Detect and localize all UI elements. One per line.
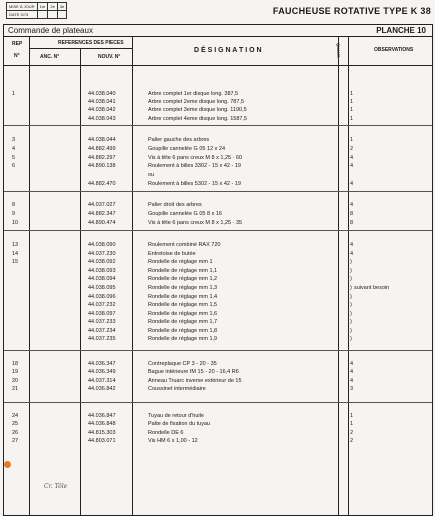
row-quantity: ) [350,259,352,265]
row-quantity: 4 [350,181,354,187]
row-designation: Rondelle DE 6 [148,430,184,436]
update-col-2: 2e [48,3,57,11]
date-value: 3/73 [20,12,29,17]
plate-number: PLANCHE 10 [376,26,426,35]
row-quantity: 8 [350,211,354,217]
section-title: Commande de plateaux [8,26,93,35]
row-quantity: 1 [350,421,354,427]
row-part-number: 44.038.097 [88,311,116,317]
row-rep: 3 [12,137,16,143]
row-quantity: 3 [350,386,354,392]
row-quantity: 4 [350,361,354,367]
row-designation: Rondelle de réglage mm 1 [148,259,213,265]
row-rep: 20 [12,378,19,384]
parts-table [3,24,433,516]
row-rep: 5 [12,155,16,161]
row-rep: 8 [12,202,16,208]
row-rep: 1 [12,91,16,97]
row-rep: 4 [12,146,16,152]
row-part-number: 44.803.071 [88,438,116,444]
row-designation: Rondelle de réglage mm 1,4 [148,294,218,300]
column-headers [4,37,432,66]
row-quantity: 2 [350,430,354,436]
row-part-number: 44.038.094 [88,276,116,282]
row-quantity: ) [350,285,352,291]
row-rep: 18 [12,361,19,367]
table-row [4,114,432,124]
date-label: DATE 3/73 [7,11,38,19]
row-part-number: 44.882.499 [88,146,116,152]
row-quantity: 1 [350,107,354,113]
row-rep: 9 [12,211,16,217]
row-rep: 14 [12,251,19,257]
row-part-number: 44.036.347 [88,361,116,367]
row-designation: Rondelle de réglage mm 1,6 [148,311,218,317]
row-designation: Coussinet intermédiaire [148,386,206,392]
row-designation: Rondelle de réglage mm 1,5 [148,302,218,308]
row-part-number: 44.036.842 [88,386,116,392]
row-designation: Goupille cannelée G 05 12 x 24 [148,146,226,152]
row-designation: Roulement à billes 3302 - 15 x 42 - 19 [148,163,241,169]
row-designation: Roulement combiné RAX 720 [148,242,221,248]
row-part-number: 44.815.303 [88,430,116,436]
row-quantity: 1 [350,91,354,97]
row-part-number: 44.882.470 [88,181,116,187]
row-quantity: ) [350,336,352,342]
machine-title: FAUCHEUSE ROTATIVE TYPE K 38 [272,6,431,16]
table-row [4,179,432,189]
row-part-number: 44.038.041 [88,99,116,105]
row-part-number: 44.038.042 [88,107,116,113]
row-separator [4,350,432,351]
row-quantity: 4 [350,155,354,161]
row-rep: 10 [12,220,19,226]
row-rep: 25 [12,421,19,427]
row-part-number: 44.882.347 [88,211,116,217]
row-quantity: 2 [350,438,354,444]
header-quant: QUANT. [336,43,341,58]
row-quantity: 2 [350,146,354,152]
header-rep: REP [12,41,23,47]
header-observations: OBSERVATIONS [374,47,414,53]
header-designation: D É S I G N A T I O N [194,47,262,54]
row-quantity: 8 [350,220,354,226]
row-part-number: 44.038.040 [88,91,116,97]
row-observation: suivant besoin [354,285,390,291]
row-part-number: 44.037.232 [88,302,116,308]
table-row [4,384,432,394]
row-part-number: 44.036.349 [88,369,116,375]
row-part-number: 44.037.235 [88,336,116,342]
row-designation: Vis à tête 6 pans creux M 8 x 1,25 · 35 [148,220,243,226]
header-nouv: NOUV. N° [98,54,121,60]
row-designation: Anneau Truarc inverse extérieur de 15 [148,378,242,384]
row-quantity: ) [350,319,352,325]
row-separator [4,402,432,403]
row-quantity: ) [350,276,352,282]
row-rep: 19 [12,369,19,375]
row-rep: 15 [12,259,19,265]
row-part-number: 44.038.092 [88,259,116,265]
table-row [4,218,432,228]
row-part-number: 44.038.090 [88,242,116,248]
row-quantity: 4 [350,163,354,169]
row-designation: Patte de fixation du tuyau [148,421,211,427]
row-quantity: 1 [350,116,354,122]
row-designation: Rondelle de réglage mm 1,8 [148,328,218,334]
row-rep: 21 [12,386,19,392]
row-designation: Rondelle de réglage mm 1,2 [148,276,218,282]
row-designation: Arbre complet 1er disque long. 387,5 [148,91,239,97]
header-refs: REFERENCES DES PIECES [58,40,124,46]
row-quantity: ) [350,268,352,274]
row-designation: Rondelle de réglage mm 1,9 [148,336,218,342]
row-quantity: ) [350,328,352,334]
row-separator [4,230,432,231]
row-part-number: 44.036.848 [88,421,116,427]
row-designation: Arbre complet 2eme disque long. 787,5 [148,99,245,105]
row-designation: Contreplaque CP 3 - 20 - 35 [148,361,217,367]
row-part-number: 44.882.297 [88,155,116,161]
row-quantity: 1 [350,99,354,105]
row-part-number: 44.037.234 [88,328,116,334]
handwritten-mark: Cr. Tôle [44,483,68,490]
row-designation: Vis à tête 6 pans creux M 8 x 1,25 · 60 [148,155,243,161]
row-part-number: 44.038.095 [88,285,116,291]
row-part-number: 44.890.138 [88,163,116,169]
row-part-number: 44.038.044 [88,137,116,143]
row-designation: Palier droit des arbres [148,202,202,208]
row-rep: 6 [12,163,16,169]
update-label: MISE À JOUR [7,3,38,11]
row-quantity: ) [350,302,352,308]
row-designation: Palier gauche des arbres [148,137,210,143]
row-part-number: 44.037.314 [88,378,116,384]
update-box [6,2,67,19]
row-rep: 24 [12,413,19,419]
row-part-number: 44.038.043 [88,116,116,122]
row-designation: Arbre complet 4eme disque long. 1587,5 [148,116,248,122]
row-designation: Bague intérieure IM 15 - 20 - 16,4 R6 [148,369,239,375]
row-designation: Rondelle de réglage mm 1,3 [148,285,218,291]
row-part-number: 44.037.233 [88,319,116,325]
row-part-number: 44.036.847 [88,413,116,419]
row-quantity: 4 [350,202,354,208]
row-quantity: ) [350,294,352,300]
row-part-number: 44.038.093 [88,268,116,274]
row-separator [4,125,432,126]
table-row [4,334,432,344]
table-row [4,436,432,446]
row-rep: 27 [12,438,19,444]
row-quantity: 1 [350,413,354,419]
section-header [4,25,432,37]
binder-hole [4,461,11,468]
header-rep-no: N° [14,53,20,59]
row-quantity: ) [350,311,352,317]
row-designation: Goupille cannelée G 05 8 x 16 [148,211,222,217]
row-designation: Vis HM 6 x 1,00 - 12 [148,438,198,444]
row-quantity: 4 [350,378,354,384]
row-part-number: 44.890.474 [88,220,116,226]
row-quantity: 4 [350,242,354,248]
row-designation: Rondelle de réglage mm 1,7 [148,319,218,325]
row-designation: Entretoise de butée [148,251,196,257]
row-designation: Arbre complet 3eme disque long. 1190,5 [148,107,247,113]
row-part-number: 44.037.027 [88,202,116,208]
update-col-3: 3e [57,3,66,11]
row-separator [4,191,432,192]
row-designation: Tuyau de retour d'huile [148,413,204,419]
row-quantity: 4 [350,369,354,375]
row-quantity: 4 [350,251,354,257]
row-quantity: 1 [350,137,354,143]
row-rep: 13 [12,242,19,248]
row-rep: 26 [12,430,19,436]
update-col-1: 1re [37,3,48,11]
row-designation: Roulement à billes 5302 - 15 x 42 - 19 [148,181,241,187]
header-anc: ANC. N° [40,54,60,60]
row-designation: Rondelle de réglage mm 1,1 [148,268,218,274]
row-part-number: 44.038.096 [88,294,116,300]
row-designation: ou [148,172,155,178]
row-part-number: 44.037.230 [88,251,116,257]
